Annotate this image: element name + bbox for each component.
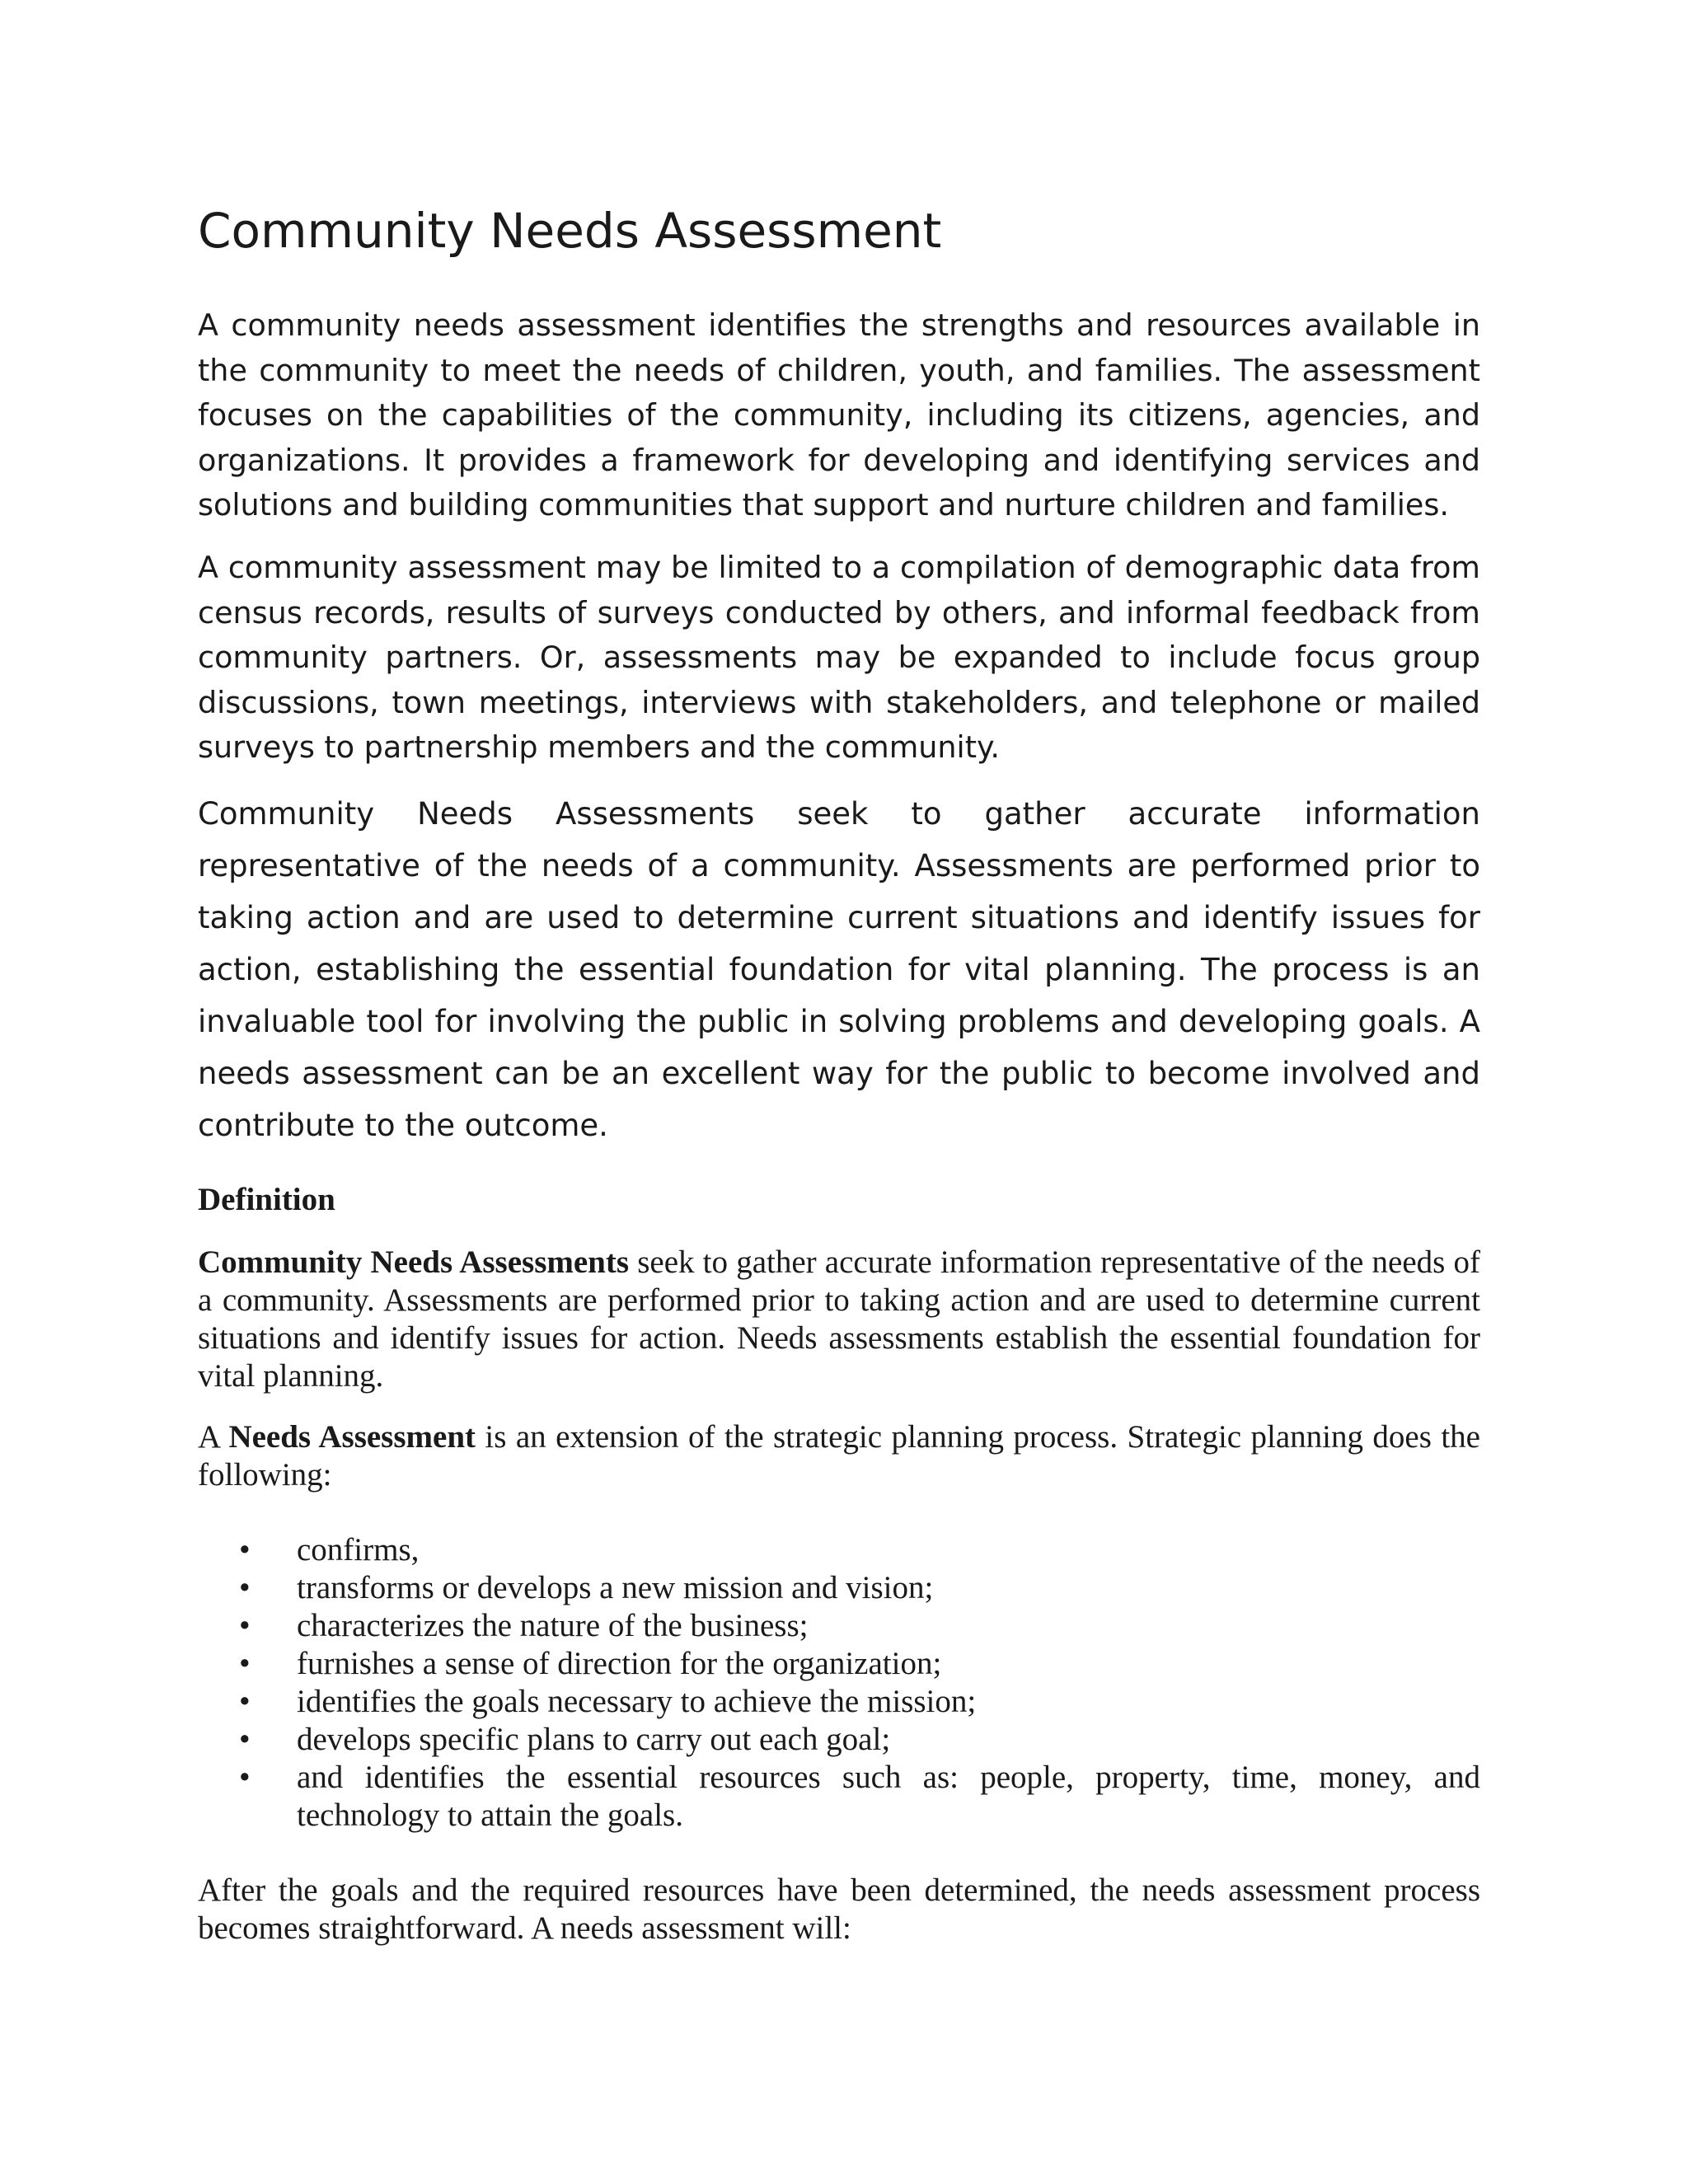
- list-item: [198, 1683, 1480, 1721]
- list-item: [198, 1721, 1480, 1759]
- definition-paragraph-1: [198, 1244, 1480, 1395]
- definition-term-needs-assessment: Needs Assessment: [228, 1419, 476, 1455]
- list-item-text: transforms or develops a new mission and vision;: [297, 1570, 934, 1605]
- list-item: [198, 1607, 1480, 1645]
- intro-paragraph-1: A community needs assessment identifies the strengths and resources available in the community to meet the needs of children, youth, and families. The assessment focuses on the capabilities of the community, including its citizens, agencies, and organizations. It provides a framework for developing and identifying services and solutions and building communities that support and nurture children and families.: [198, 307, 1480, 523]
- list-item-text: confirms,: [297, 1532, 420, 1568]
- closing-paragraph: After the goals and the required resources have been determined, the needs assessment process becomes straightforward. A needs assessment will:: [198, 1872, 1480, 1946]
- bullet-icon: •: [239, 1570, 251, 1605]
- list-item-text: and identifies the essential resources such as: people, property, time, money, and technology to attain the goals.: [297, 1760, 1480, 1833]
- list-item-text: identifies the goals necessary to achieve the mission;: [297, 1684, 977, 1719]
- list-item: [198, 1645, 1480, 1683]
- list-item: [198, 1531, 1480, 1569]
- bullet-icon: •: [239, 1646, 251, 1681]
- list-item: [198, 1569, 1480, 1607]
- definition-paragraph-2-prefix: A: [198, 1419, 229, 1455]
- strategic-planning-list: [198, 1531, 1480, 1835]
- bullet-icon: •: [239, 1608, 251, 1643]
- list-item-text: develops specific plans to carry out each goal;: [297, 1722, 891, 1757]
- definition-term-cna: Community Needs Assessments: [198, 1244, 630, 1280]
- list-item: [198, 1759, 1480, 1835]
- bullet-icon: •: [239, 1722, 251, 1757]
- definition-paragraph-1-text: seek to gather accurate information representative of the needs of a community. Assessments are performed prior to taking action and are used to determine current situations and identify issues for action. Needs assessments establish the essential foundation for vital planning.: [198, 1244, 1480, 1394]
- page-title: Community Needs Assessment: [198, 203, 942, 259]
- intro-paragraph-2: A community assessment may be limited to a compilation of demographic data from census records, results of surveys conducted by others, and informal feedback from community partners. Or, assessments may be expanded to include focus group discussions, town meetings, interviews with stakeholders, and telephone or mailed surveys to partnership members and the community.: [198, 550, 1480, 765]
- definition-heading: Definition: [198, 1182, 335, 1217]
- definition-paragraph-2: [198, 1418, 1480, 1494]
- list-item-text: characterizes the nature of the business;: [297, 1608, 809, 1643]
- intro-paragraph-3: Community Needs Assessments seek to gather accurate information representative of the needs of a community. Assessments are performed prior to taking action and are used to determine current situations and identify issues for action, establishing the essential foundation for vital planning. The process is an invaluable tool for involving the public in solving problems and developing goals. A needs assessment can be an excellent way for the public to become involved and contribute to the outcome.: [198, 796, 1480, 1143]
- bullet-icon: •: [239, 1684, 251, 1719]
- bullet-icon: •: [239, 1760, 251, 1795]
- definition-paragraph-2-text: is an extension of the strategic planning process. Strategic planning does the following:: [198, 1419, 1480, 1493]
- bullet-icon: •: [239, 1532, 251, 1568]
- list-item-text: furnishes a sense of direction for the organization;: [297, 1646, 942, 1681]
